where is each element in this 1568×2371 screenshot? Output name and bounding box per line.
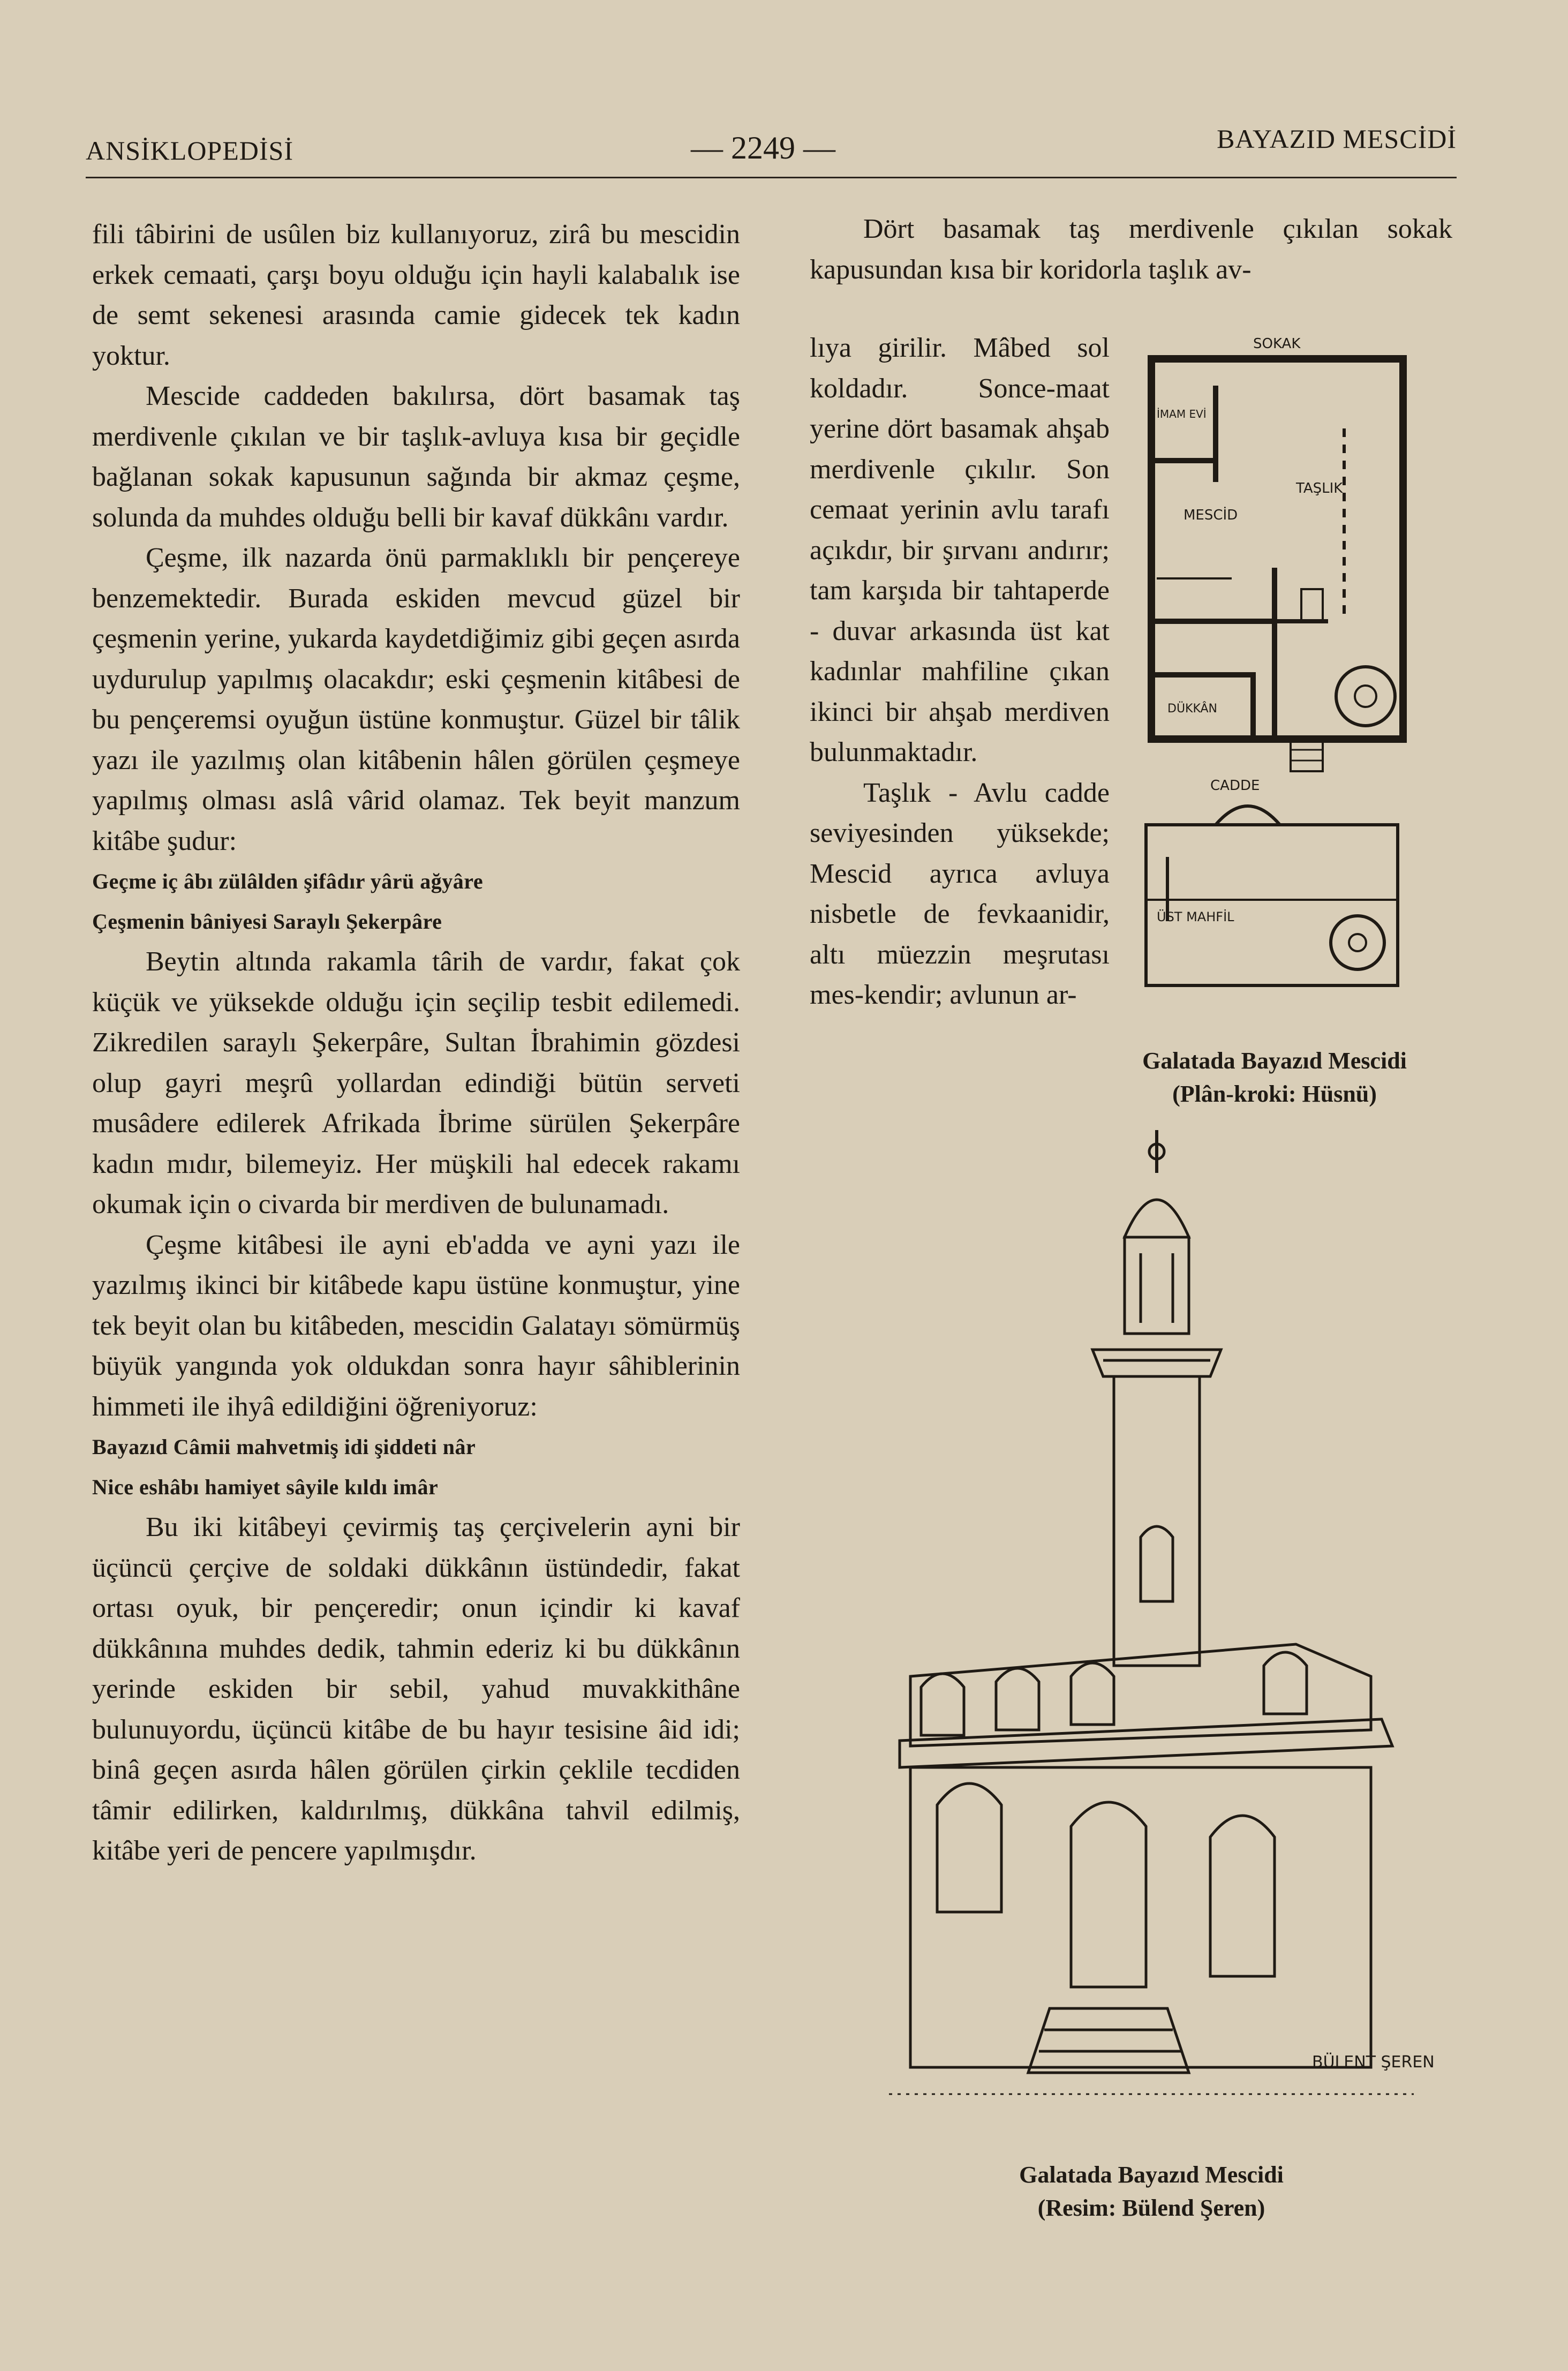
minaret-balcony (1092, 1350, 1221, 1376)
right-column-narrow (810, 328, 1110, 1015)
illustration-signature: BÜLENT ŞEREN (1312, 2053, 1435, 2072)
inscription-2-line-1: Bayazıd Câmii mahvetmiş idi şiddeti nâr (92, 1435, 476, 1459)
label-imam-evi: İMAM EVİ (1157, 408, 1207, 420)
paragraph-6: Bu iki kitâbeyi çevirmiş taş çerçivelerin ayni bir üçüncü çerçive de soldaki dükkânın üstündedir, fakat ortası oyuk, bir pençeredir; onun içindir ki kavaf dükkânına muhdes dedik, tahmin ederiz ki bu dükkânın yerinde eskiden bir sebil, yahud muvakkithâne bulunuyordu, üçüncü kitâbe de bu hayır tesisine âid idi; binâ geçen asırda hâlen görülen çirkin çeklile tecdiden tâmir edilirken, kaldırılmış, dükkâna tahvil edilmiş, kitâbe yeri de pencere yapılmışdır. (92, 1512, 740, 1866)
mosque-illustration (889, 1130, 1435, 2126)
plan-caption-title: Galatada Bayazıd Mescidi (1142, 1048, 1407, 1074)
paragraph-4: Beytin altında rakamla târih de vardır, fakat çok küçük ve yüksekde olduğu için seçilip tesbit edilemedi. Zikredilen saraylı Şekerpâre, Sultan İbrahimin gözdesi olup gayri meşrû yollardan edindiği bütün serveti musâdere edilerek Afrikada İbrime sürülen Şekerpâre kadın mıdır, bilemeyiz. Her müşkili hal edecek rakamı okumak için o civarda bir merdiven de bulunamadı. (92, 946, 740, 1220)
page-number: — 2249 — (691, 130, 835, 165)
ground-floor (910, 1767, 1371, 2067)
right-paragraph-1: lıya girilir. Mâbed sol koldadır. Sonce-maat yerine dört basamak ahşab merdivenle çıkılır. Son cemaat yerinin avlu tarafı açıkdır, bir şırvanı andırır; tam karşıda bir tahtaperde - duvar arkasında üst kat kadınlar mahfiline çıkan ikinci bir ahşab merdiven bulunmaktadır. (810, 333, 1110, 767)
header-right: BAYAZID MESCİDİ (1217, 124, 1457, 154)
paragraph-2: Mescide caddeden bakılırsa, dört basamak taş merdivenle çıkılan ve bir taşlık-avluya kısa bir geçidle bağlanan sokak kapusunun sağında bir akmaz çeşme, solunda da muhdes olduğu belli bir kavaf dükkânı vardır. (92, 381, 740, 533)
label-taslik: TAŞLIK (1296, 480, 1343, 496)
floor-plan (1135, 321, 1457, 1018)
paragraph-5: Çeşme kitâbesi ile ayni eb'adda ve ayni yazı ile yazılmış ikinci bir kitâbede kapu üstüne konmuştur, yine tek beyit olan bu kitâbeden, mescidin Galatayı sömürmüş büyük yangında yok oldukdan sonra hayır sâhiblerinin himmeti ile ihyâ edildiğini öğreniyoruz: (92, 1229, 740, 1422)
entrance-stairs (1028, 2008, 1189, 2073)
inscription-1-line-2: Çeşmenin bâniyesi Saraylı Şekerpâre (92, 909, 442, 934)
minaret-shaft (1114, 1376, 1200, 1666)
inscription-2-line-2: Nice eshâbı hamiyet sâyile kıldı imâr (92, 1475, 439, 1499)
paragraph-1: fili tâbirini de usûlen biz kullanıyoruz, zirâ bu mescidin erkek cemaati, çarşı boyu olduğu için hayli kalabalık ise de semt sekenesi arasında camie gidecek tek kadın yoktur. (92, 219, 740, 371)
minaret-cap (1125, 1200, 1189, 1237)
left-column (92, 214, 740, 1871)
stair-spiral (1336, 667, 1395, 726)
fountain-niche (937, 1783, 1001, 1912)
label-cadde: CADDE (1210, 778, 1260, 794)
shop-door (1210, 1816, 1275, 1976)
header-rule (86, 177, 1457, 178)
plan-caption-credit: (Plân-kroki: Hüsnü) (1172, 1081, 1377, 1107)
label-dukkan: DÜKKÂN (1167, 702, 1218, 716)
paragraph-3: Çeşme, ilk nazarda önü parmaklıklı bir pençereye benzemektedir. Burada eskiden mevcud güzel bir çeşmenin yerine, yukarda kaydetdiğimiz gibi geçen asırda uydurulup yapılmış olacakdır; eski çeşmenin kitâbesi de bu pençeremsi oyuğun üstüne konmuştur. Güzel bir tâlik yazı ile yazılmış olan kitâbenin hâlen görülen çeşmeye yapılmış olması aslâ vârid olamaz. Tek beyit manzum kitâbe şudur: (92, 543, 740, 856)
right-top-paragraph: Dört basamak taş merdivenle çıkılan sokak kapusundan kısa bir koridorla taşlık av- (810, 214, 1452, 285)
label-sokak: SOKAK (1253, 336, 1301, 352)
entrance-door (1071, 1802, 1146, 1987)
plan-caption (1092, 1044, 1457, 1111)
label-mescid: MESCİD (1183, 507, 1238, 523)
right-column-top (810, 209, 1452, 290)
inscription-1-line-1: Geçme iç âbı zülâlden şifâdır yârü ağyâre (92, 869, 484, 893)
right-paragraph-2: Taşlık - Avlu cadde seviyesinden yüksekde; Mescid ayrıca avluya nisbetle de fevkaanidir, altı müezzin meşrutası mes-kendir; avlunun ar- (810, 777, 1110, 1010)
illustration-caption-credit: (Resim: Bülend Şeren) (1037, 2195, 1265, 2221)
illustration-caption-title: Galatada Bayazıd Mescidi (1019, 2162, 1284, 2188)
running-header (86, 123, 1457, 187)
label-ust-mahfil: ÜST MAHFİL (1157, 909, 1234, 924)
header-left: ANSİKLOPEDİSİ (86, 136, 293, 165)
illustration-caption (910, 2158, 1392, 2225)
